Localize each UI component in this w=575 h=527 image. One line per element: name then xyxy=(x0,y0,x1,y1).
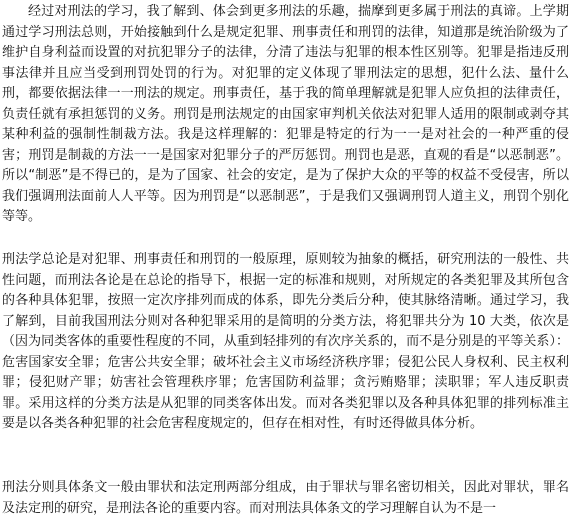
paragraph-2: 刑法学总论是对犯罪、刑事责任和刑罚的一般原理，原则较为抽象的概括，研究刑法的一般性、共性问题，而刑法各论是在总论的指导下，根据一定的标准和规则，对所规定的各类犯罪及其所包含的各种具体犯罪，按照一定次序排列而成的体系，即先分类后分种，使其脉络清晰。通过学习，我了解到，目前我国刑法分则对各种犯罪采用的是简明的分类方法，将犯罪共分为 10 大类，依次是（因为同类客体的重要性程度的不同，从重到轻排列的有次序关系的，而不是分别是的平等关系）：危害国家安全罪；危害公共安全罪；破坏社会主义市场经济秩序罪；侵犯公民人身权利、民主权利罪；侵犯财产罪；妨害社会管理秩序罪；危害国防利益罪；贪污贿赂罪；渎职罪；军人违反职责罪。采用这样的分类方法是从犯罪的同类客体出发。而对各类犯罪以及各种具体犯罪的排列标准主要是以各类各种犯罪的社会危害程度规定的，但存在相对性，有时还得做具体分析。 xyxy=(2,252,569,431)
paragraph-1: 经过对刑法的学习，我了解到、体会到更多刑法的乐趣，揣摩到更多属于刑法的真谛。上学期通过学习刑法总则，开始接触到什么是规定犯罪、刑事责任和刑罚的法律，知道那是统治阶级为了维护自身利益而设置的对抗犯罪分子的法律，分清了违法与犯罪的根本性区别等。犯罪是指违反刑事法律并且应当受到刑罚处罚的行为。对犯罪的定义体现了罪刑法定的思想，犯什么法、量什么刑，都要依据法律一一刑法的规定。刑事责任，基于我的简单理解就是犯罪人应负担的法律责任，负责任就有承担惩罚的义务。刑罚是刑法规定的由国家审判机关依法对犯罪人适用的限制或剥夺其某种利益的强制性制裁方法。我是这样理解的：犯罪是特定的行为一一是对社会的一种严重的侵害；刑罚是制裁的方法一一是国家对犯罪分子的严厉惩罚。刑罚也是恶，直观的看是“以恶制恶”。所以“制恶”是不得已的，是为了国家、社会的安定，是为了保护大众的平等的权益不受侵害，所以我们强调刑法面前人人平等。因为刑罚是“以恶制恶”，于是我们又强调刑罚人道主义，刑罚个别化等等。 xyxy=(2,4,569,224)
paragraph-3: 刑法分则具体条文一般由罪状和法定刑两部分组成，由于罪状与罪名密切相关，因此对罪状，罪名及法定刑的研究，是刑法各论的重要内容。而对刑法具体条文的学习理解自认为不是一 xyxy=(2,480,569,516)
